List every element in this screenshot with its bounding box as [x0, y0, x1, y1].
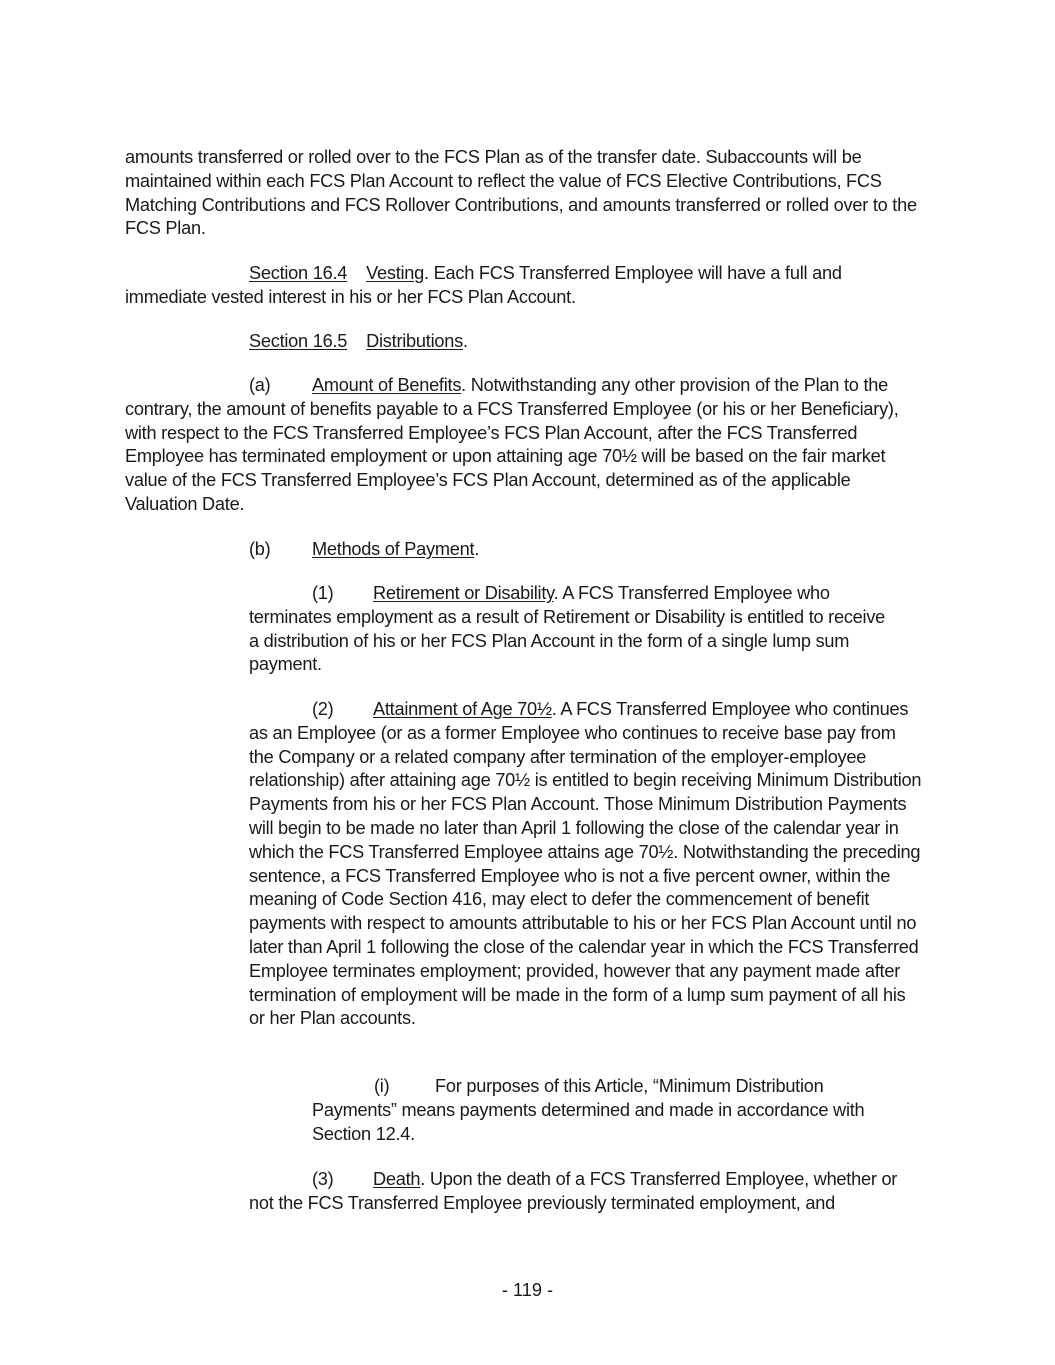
section-16-5-title: Distributions	[366, 331, 463, 351]
paragraph-b1-number: (1)	[312, 583, 334, 603]
section-16-5-punct: .	[462, 331, 468, 351]
section-16-4-paragraph	[125, 262, 925, 310]
paragraph-b-title: Methods of Payment	[312, 539, 475, 559]
page-number: - 119 -	[501, 1280, 554, 1300]
section-16-4-text: . Each FCS Transferred Employee will have a full and immediate vested interest in his or her FCS Plan Account.	[125, 263, 842, 307]
paragraph-b1	[249, 582, 899, 677]
paragraph-b1-title: Retirement or Disability	[373, 583, 554, 603]
intro-text: amounts transferred or rolled over to the FCS Plan as of the transfer date. Subaccounts will be maintained within each FCS Plan Account to reflect the value of FCS Elective Contributions, FCS Matching Contributions and FCS Rollover Contributions, and amounts transferred or rolled over to the FCS Plan.	[125, 147, 917, 239]
paragraph-b2-i	[312, 1075, 912, 1146]
paragraph-b3-text: . Upon the death of a FCS Transferred Employee, whether or not the FCS Transferred Employee previously terminated employment, and	[249, 1169, 898, 1213]
section-16-4-label: Section 16.4	[249, 263, 348, 283]
section-16-4-title: Vesting	[366, 263, 425, 283]
paragraph-b3-title: Death	[373, 1169, 421, 1189]
paragraph-b3	[249, 1168, 925, 1216]
section-16-5-heading	[249, 330, 929, 354]
paragraph-b-heading	[249, 538, 929, 562]
paragraph-a-text: . Notwithstanding any other provision of the Plan to the contrary, the amount of benefits payable to a FCS Transferred Employee (or his or her Beneficiary), with respect to the FCS Transferred Employee’s FCS Plan Account, after the FCS Transferred Employee has terminated employment or upon attaining age 70½ will be based on the fair market value of the FCS Transferred Employee’s FCS Plan Account, determined as of the applicable Valuation Date.	[125, 375, 899, 514]
paragraph-b2-title: Attainment of Age 70½	[373, 699, 552, 719]
intro-paragraph	[125, 146, 925, 241]
paragraph-b-punct: .	[474, 539, 480, 559]
paragraph-b2-number: (2)	[312, 699, 334, 719]
paragraph-b2-i-number: (i)	[374, 1076, 390, 1096]
paragraph-a-title: Amount of Benefits	[312, 375, 462, 395]
paragraph-b3-number: (3)	[312, 1169, 334, 1189]
paragraph-a	[125, 374, 925, 517]
paragraph-b1-text: . A FCS Transferred Employee who terminates employment as a result of Retirement or Disability is entitled to receive a distribution of his or her FCS Plan Account in the form of a single lump sum payment.	[249, 583, 886, 675]
paragraph-a-number: (a)	[249, 375, 271, 395]
paragraph-b2-i-text: For purposes of this Article, “Minimum Distribution Payments” means payments determined and made in accordance with Section 12.4.	[312, 1076, 865, 1144]
paragraph-b2	[249, 698, 925, 1031]
paragraph-b-number: (b)	[249, 539, 271, 559]
section-16-5-label: Section 16.5	[249, 331, 348, 351]
paragraph-b2-text: . A FCS Transferred Employee who continues as an Employee (or as a former Employee who continues to receive base pay from the Company or a related company after termination of the employer-employee relationship) after attaining age 70½ is entitled to begin receiving Minimum Distribution Payments from his or her FCS Plan Account. Those Minimum Distribution Payments will begin to be made no later than April 1 following the close of the calendar year in which the FCS Transferred Employee attains age 70½. Notwithstanding the preceding sentence, a FCS Transferred Employee who is not a five percent owner, within the meaning of Code Section 416, may elect to defer the commencement of benefit payments with respect to amounts attributable to his or her FCS Plan Account until no later than April 1 following the close of the calendar year in which the FCS Transferred Employee terminates employment; provided, however that any payment made after termination of employment will be made in the form of a lump sum payment of all his or her Plan accounts.	[249, 699, 922, 1029]
